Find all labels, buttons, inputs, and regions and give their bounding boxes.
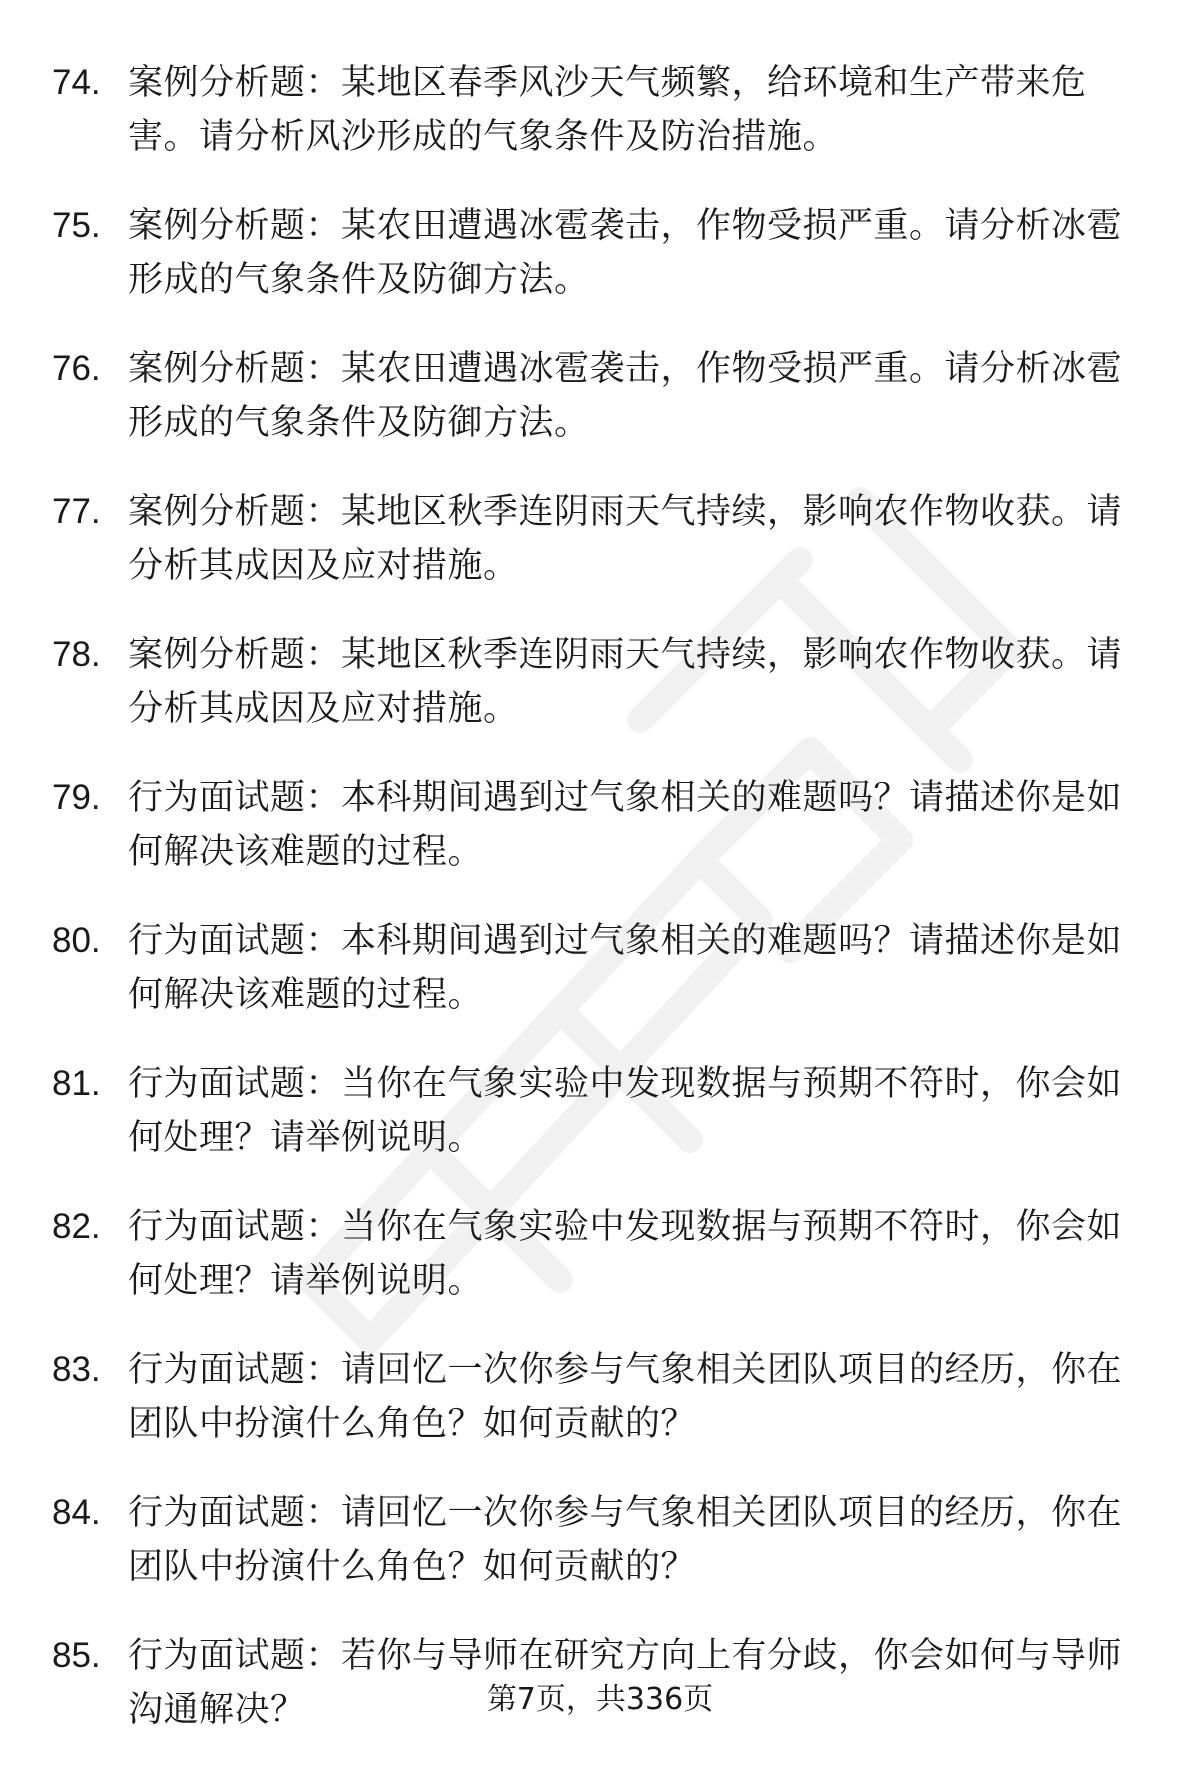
question-item — [52, 1057, 1152, 1165]
question-number: 75. — [52, 206, 101, 245]
question-text: 行为面试题：本科期间遇到过气象相关的难题吗？请描述你是如何解决该难题的过程。 — [128, 778, 1123, 872]
question-number: 82. — [52, 1207, 101, 1246]
question-text: 行为面试题：本科期间遇到过气象相关的难题吗？请描述你是如何解决该难题的过程。 — [128, 921, 1123, 1015]
question-item — [52, 771, 1152, 879]
question-list — [52, 56, 1152, 1772]
question-number: 81. — [52, 1064, 101, 1103]
question-text: 行为面试题：若你与导师在研究方向上有分歧，你会如何与导师沟通解决？ — [128, 1636, 1123, 1730]
question-text: 案例分析题：某地区秋季连阴雨天气持续，影响农作物收获。请分析其成因及应对措施。 — [128, 492, 1123, 586]
question-item — [52, 1343, 1152, 1451]
question-number: 76. — [52, 349, 101, 388]
question-item — [52, 56, 1152, 164]
page-footer: 第7页，共336页 — [486, 1682, 714, 1717]
question-item — [52, 1200, 1152, 1308]
question-item — [52, 199, 1152, 307]
question-number: 84. — [52, 1493, 101, 1532]
question-item — [52, 914, 1152, 1022]
question-text: 行为面试题：当你在气象实验中发现数据与预期不符时，你会如何处理？请举例说明。 — [128, 1207, 1123, 1301]
question-number: 77. — [52, 492, 101, 531]
question-number: 85. — [52, 1636, 101, 1675]
question-item — [52, 342, 1152, 450]
question-text: 案例分析题：某地区春季风沙天气频繁，给环境和生产带来危害。请分析风沙形成的气象条件及防治措施。 — [128, 63, 1087, 157]
question-number: 79. — [52, 778, 101, 817]
question-text: 行为面试题：请回忆一次你参与气象相关团队项目的经历，你在团队中扮演什么角色？如何贡献的？ — [128, 1493, 1123, 1587]
question-number: 83. — [52, 1350, 101, 1389]
question-item — [52, 1486, 1152, 1594]
question-number: 74. — [52, 63, 101, 102]
question-text: 案例分析题：某农田遭遇冰雹袭击，作物受损严重。请分析冰雹形成的气象条件及防御方法。 — [128, 349, 1123, 443]
question-text: 行为面试题：当你在气象实验中发现数据与预期不符时，你会如何处理？请举例说明。 — [128, 1064, 1123, 1158]
question-number: 78. — [52, 635, 101, 674]
question-text: 行为面试题：请回忆一次你参与气象相关团队项目的经历，你在团队中扮演什么角色？如何贡献的？ — [128, 1350, 1123, 1444]
question-item — [52, 485, 1152, 593]
question-text: 案例分析题：某农田遭遇冰雹袭击，作物受损严重。请分析冰雹形成的气象条件及防御方法。 — [128, 206, 1123, 300]
question-text: 案例分析题：某地区秋季连阴雨天气持续，影响农作物收获。请分析其成因及应对措施。 — [128, 635, 1123, 729]
question-item — [52, 628, 1152, 736]
question-number: 80. — [52, 921, 101, 960]
